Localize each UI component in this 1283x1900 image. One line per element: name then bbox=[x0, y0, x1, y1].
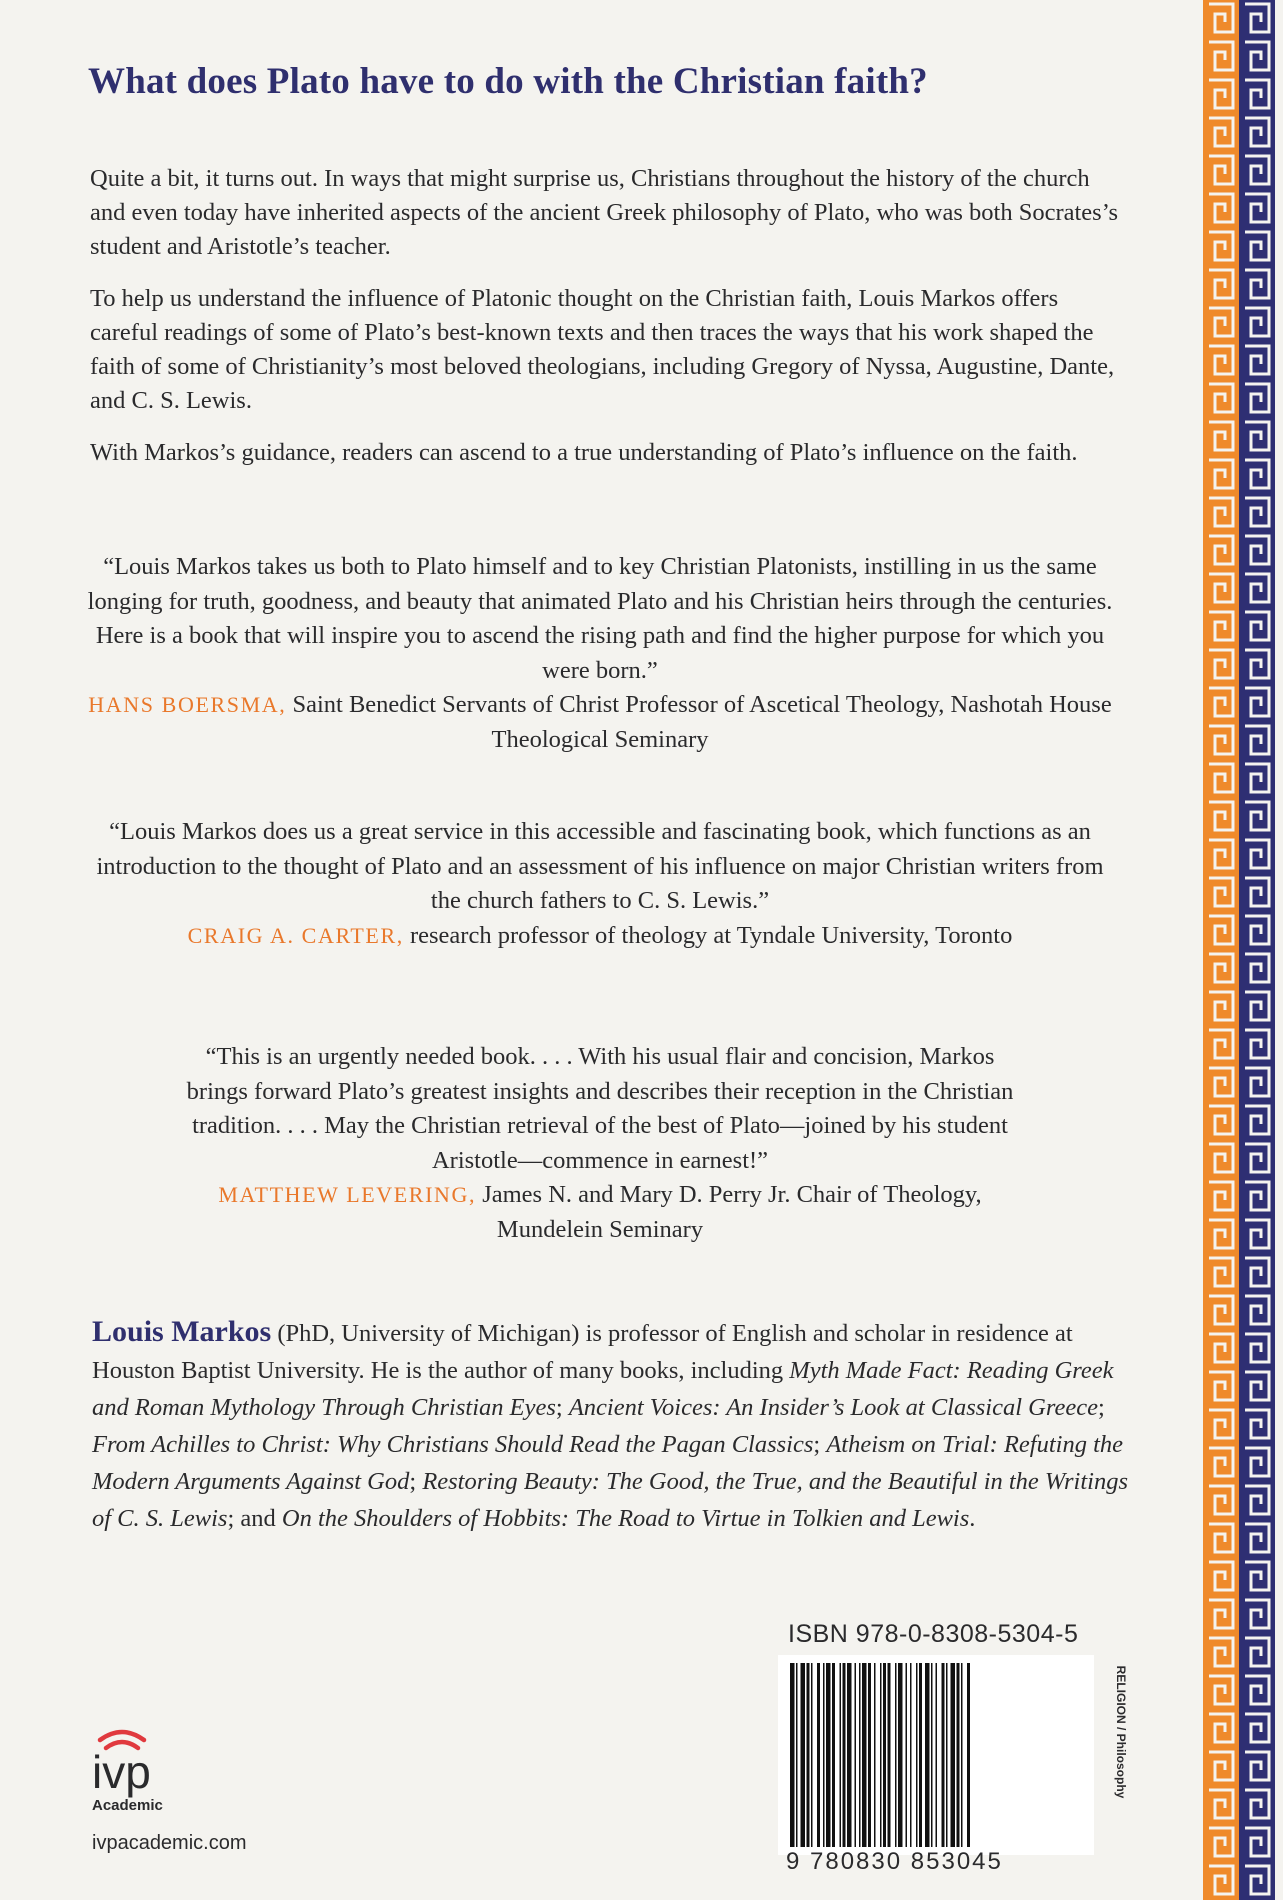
endorsement-attribution bbox=[80, 919, 1120, 954]
endorsement bbox=[80, 815, 1120, 953]
separator: ; bbox=[555, 1394, 569, 1421]
logo-text: ivp bbox=[92, 1746, 151, 1798]
endorsement-text: “This is an urgently needed book. . . . With his usual flair and concision, Markos brings forward Plato’s greatest insights and describes their reception in the Christian tradition. . . . May the Christian retrieval of the best of Plato—joined by his student Aristotle—commence in earnest!” bbox=[186, 1043, 1014, 1174]
endorsement-attribution bbox=[80, 688, 1120, 757]
book-title: From Achilles to Christ: Why Christians Should Read the Pagan Classics bbox=[92, 1431, 814, 1458]
endorsement bbox=[80, 1040, 1120, 1247]
separator: ; and bbox=[227, 1505, 282, 1532]
book-title: Ancient Voices: An Insider’s Look at Classical Greece bbox=[568, 1394, 1098, 1421]
separator: . bbox=[969, 1505, 976, 1532]
author-name: Louis Markos bbox=[92, 1315, 272, 1348]
blurb-body bbox=[90, 162, 1130, 488]
separator: ; bbox=[1097, 1394, 1105, 1421]
endorser-name: MATTHEW LEVERING, bbox=[218, 1182, 477, 1207]
separator: ; bbox=[813, 1431, 827, 1458]
ivp-logo-icon bbox=[92, 1718, 212, 1798]
category-label bbox=[1101, 1620, 1128, 1850]
endorser-affiliation: James N. and Mary D. Perry Jr. Chair of Theology, Mundelein Seminary bbox=[482, 1181, 982, 1243]
blurb-paragraph: To help us understand the influence of Platonic thought on the Christian faith, Louis Markos offers careful readings of some of Plato’s best-known texts and then traces the ways that his work shaped the faith of some of Christianity’s most beloved theologians, including Gregory of Nyssa, Augustine, Dante, and C. S. Lewis. bbox=[90, 285, 1115, 414]
separator: ; bbox=[409, 1468, 423, 1495]
blurb-title: What does Plato have to do with the Christian faith? bbox=[88, 61, 928, 102]
barcode-number: 9 780830 853045 bbox=[786, 1848, 1003, 1875]
endorsement-text: “Louis Markos takes us both to Plato himself and to key Christian Platonists, instilling in us the same longing for truth, goodness, and beauty that animated Plato and his Christian heirs through the centuries. Here is a book that will inspire you to ascend the rising path and find the higher purpose for which you were born.” bbox=[87, 553, 1113, 684]
blurb-paragraph: Quite a bit, it turns out. In ways that might surprise us, Christians throughout the history of the church and even today have inherited aspects of the ancient Greek philosophy of Plato, who was both Socrates’s student and Aristotle’s teacher. bbox=[90, 165, 1119, 260]
publisher-website: ivpacademic.com bbox=[92, 1832, 247, 1854]
endorsement-text: “Louis Markos does us a great service in this accessible and fascinating book, which functions as an introduction to the thought of Plato and an assessment of his influence on major Christian writers from the church fathers to C. S. Lewis.” bbox=[96, 818, 1104, 914]
endorser-affiliation: research professor of theology at Tyndale University, Toronto bbox=[409, 921, 1013, 949]
endorser-name: HANS BOERSMA, bbox=[88, 692, 287, 717]
book-title: On the Shoulders of Hobbits: The Road to Virtue in Tolkien and Lewis bbox=[281, 1505, 970, 1532]
barcode bbox=[778, 1655, 1094, 1855]
greek-key-border bbox=[1195, 0, 1283, 1900]
endorser-affiliation: Saint Benedict Servants of Christ Professor of Ascetical Theology, Nashotah House Theological Seminary bbox=[292, 691, 1112, 753]
book-title: Myth Made Fact: Reading Greek and Roman Mythology Through Christian Eyes bbox=[92, 1357, 1114, 1421]
endorsement bbox=[80, 550, 1120, 757]
author-bio-text: (PhD, University of Michigan) is professor of English and scholar in residence at Houston Baptist University. He is the author of many books, including bbox=[92, 1320, 1073, 1384]
isbn-text: ISBN 978-0-8308-5304-5 bbox=[788, 1620, 1079, 1648]
book-title: Atheism on Trial: Refuting the Modern Arguments Against God bbox=[92, 1431, 1124, 1495]
category-text: RELIGION / Philosophy bbox=[1114, 1665, 1128, 1799]
endorser-name: CRAIG A. CARTER, bbox=[187, 922, 404, 948]
blurb-paragraph: With Markos’s guidance, readers can ascend to a true understanding of Plato’s influence on the faith. bbox=[90, 439, 1078, 466]
imprint-label: Academic bbox=[92, 1797, 163, 1814]
endorsement-attribution bbox=[180, 1178, 1020, 1247]
author-bio bbox=[92, 1313, 1142, 1537]
book-title: Restoring Beauty: The Good, the True, and the Beautiful in the Writings of C. S. Lewis bbox=[92, 1468, 1128, 1532]
